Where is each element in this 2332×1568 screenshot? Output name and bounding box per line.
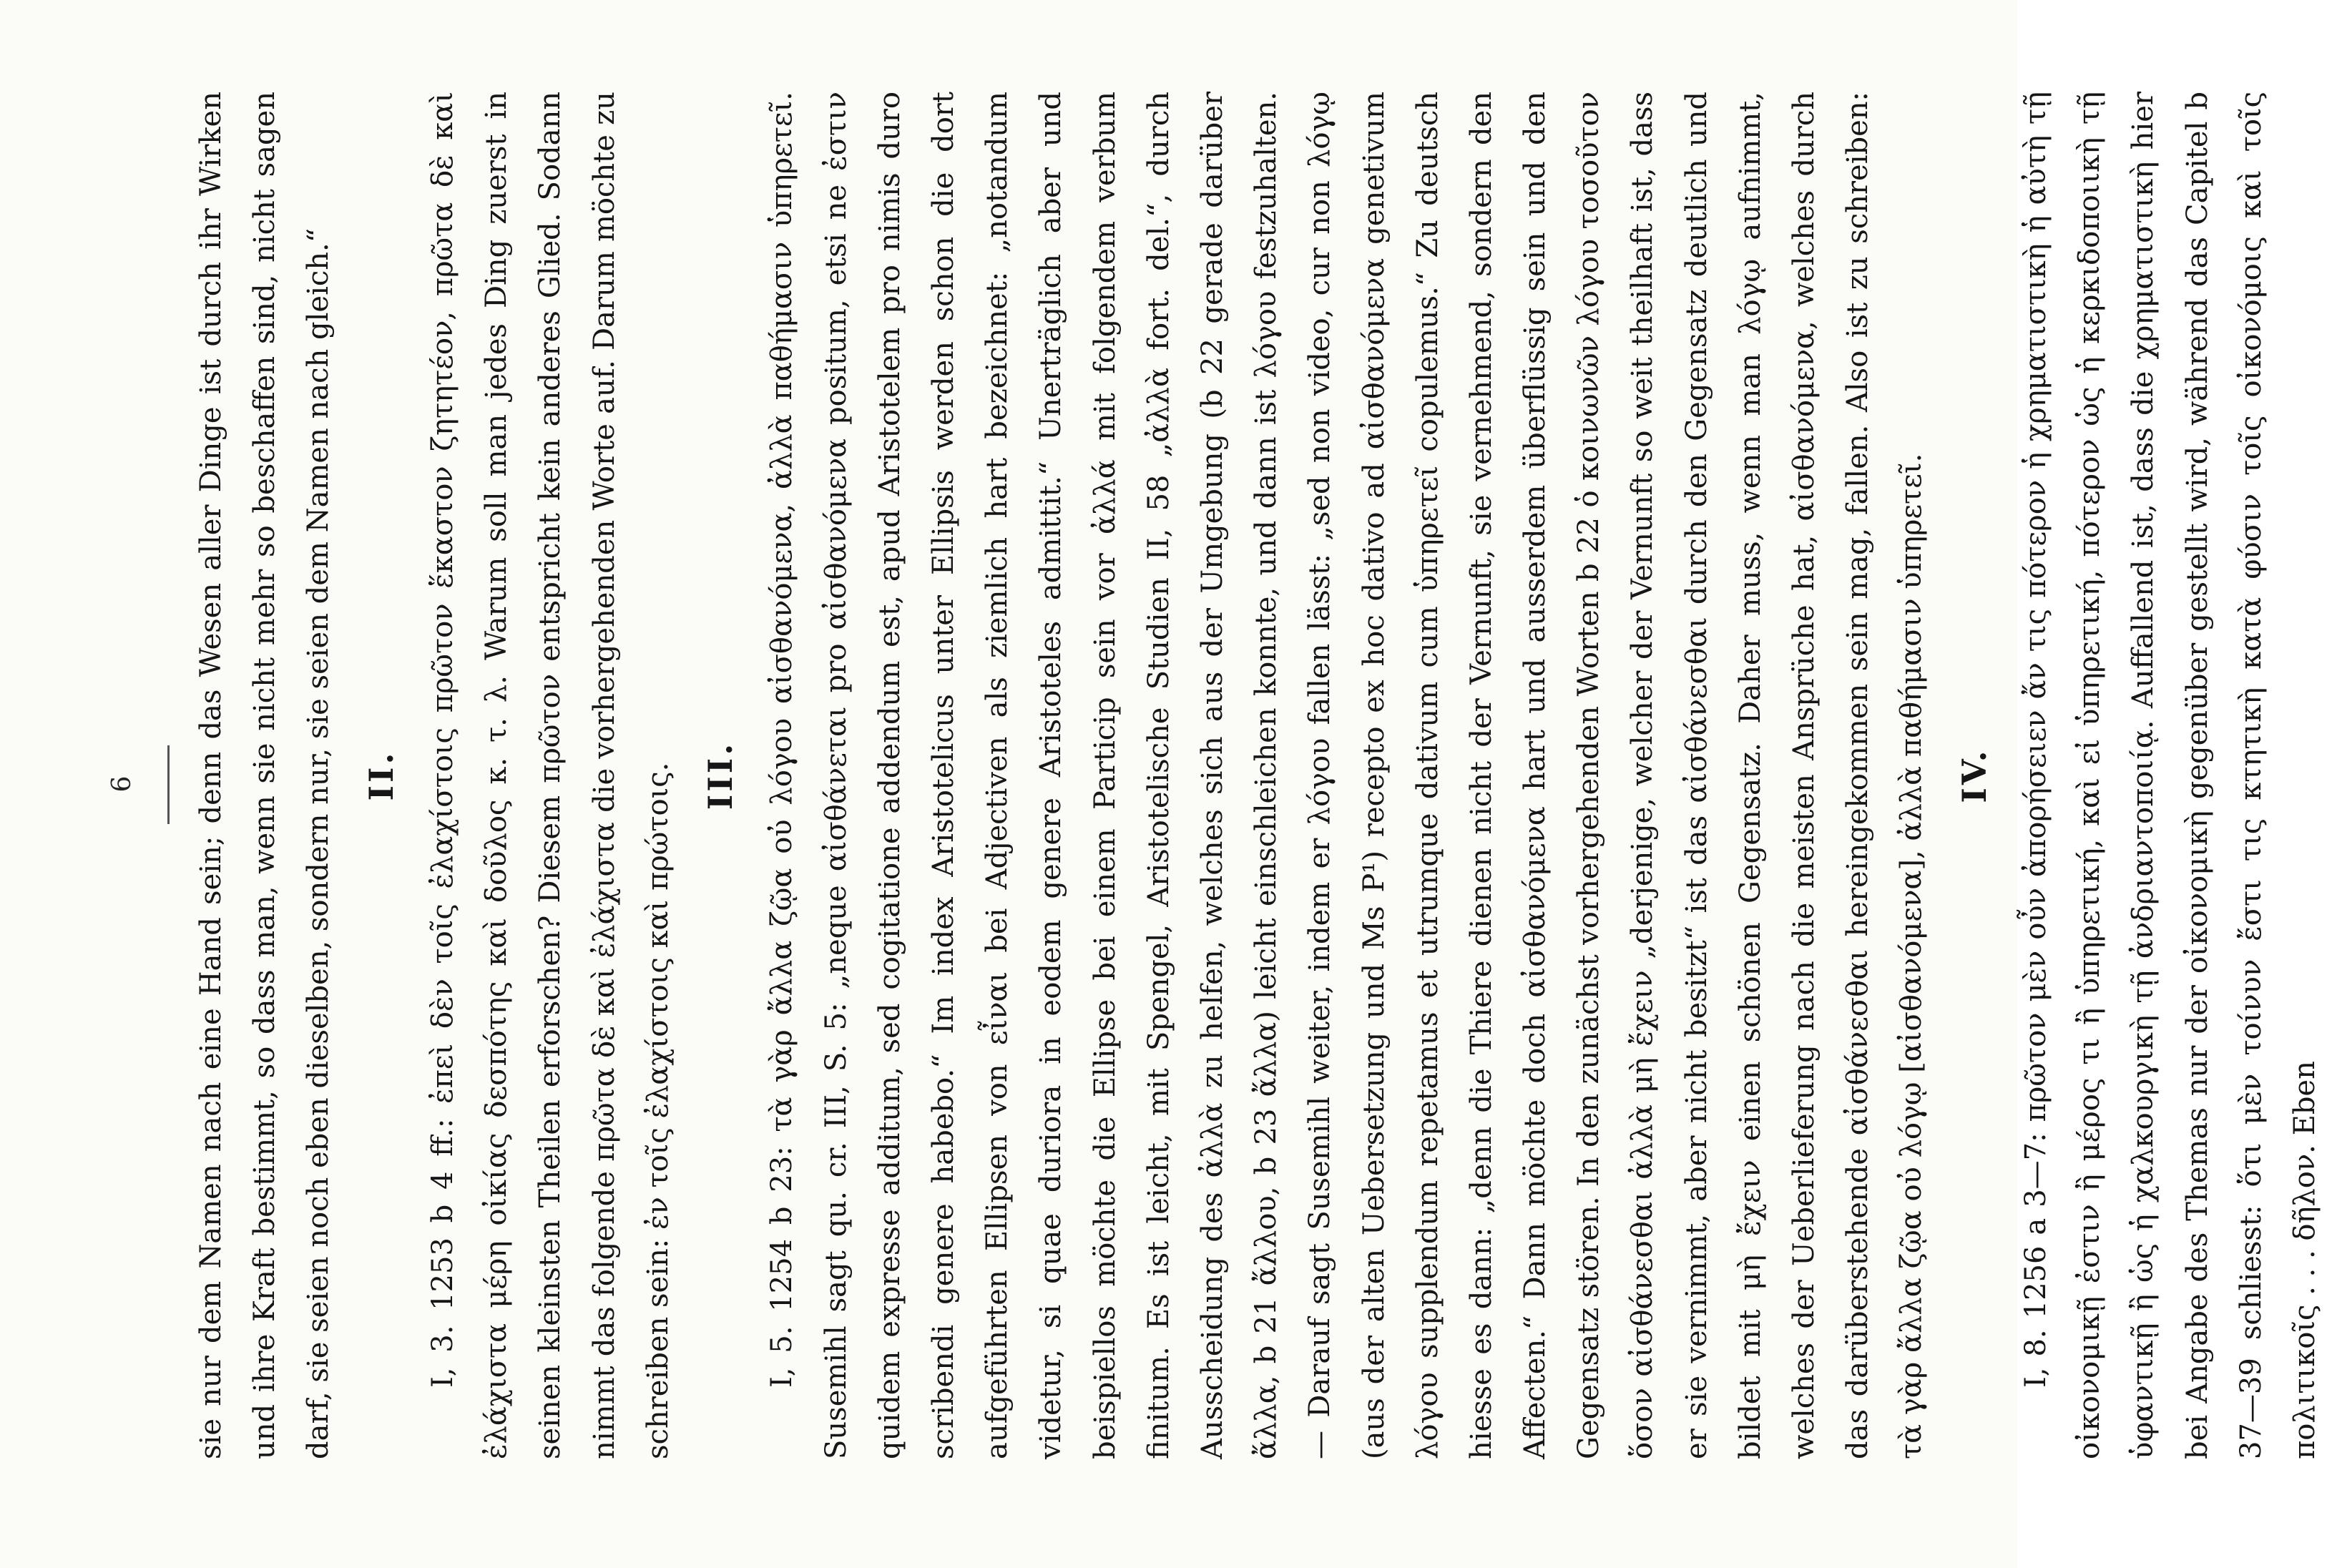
paragraph-section-ii: I, 3. 1253 b 4 ff.: ἐπεὶ δὲν τοῖς ἐλαχίστοις πρῶτον ἕκαστον ζητητέον, πρῶτα δὲ καὶ ἐλάχιστα μέρη οἰκίας δεσπότης καὶ δοῦλος κ. τ. λ. Warum soll man jedes Ding zuerst in seinen kleinsten Theilen erforschen? Diesem πρῶτον entspricht kein anderes Glied. Sodann nimmt das folgende πρῶτα δὲ καὶ ἐλάχιστα die vorhergehenden Worte auf. Darum möchte zu schreiben sein: ἐν τοῖς ἐλαχίστοις καὶ πρώτοις. [426, 92, 675, 1459]
page-number: 6 [107, 775, 137, 793]
section-heading-iv: IV. [1954, 748, 1994, 803]
section-heading-iii: III. [700, 740, 740, 810]
paragraph-section-iii: I, 5. 1254 b 23: τὰ γὰρ ἄλλα ζῷα οὐ λόγου αἰσθανόμενα, ἀλλὰ παθήμασιν ὑπηρετεῖ. Susemihl sagt qu. cr. III, S. 5: „neque αἰσθάνεται pro αἰσθανόμενα positum, etsi ne ἐστιν quidem expresse additum, sed cogitatione addendum est, apud Aristotelem pro nimis duro scribendi genere habebo.“ Im index Aristotelicus unter Ellipsis werden schon die dort aufgeführten Ellipsen von εἶναι bei Adjectiven als ziemlich hart bezeichnet: „notandum videtur, si quae duriora in eodem genere Aristoteles admittit.“ Unerträglich aber und beispiellos möchte die Ellipse bei einem Particip sein vor ἀλλά mit folgendem verbum finitum. Es ist leicht, mit Spengel, Aristotelische Studien II, 58 „ἀλλὰ fort. del.“, durch Ausscheidung des ἀλλὰ zu helfen, welches sich aus der Umgebung (b 22 gerade darüber ἄλλα, b 21 ἄλλου, b 23 ἄλλα) leicht einschleichen konnte, und dann ist λόγου festzuhalten. — Darauf sagt Susemihl weiter, indem er λόγου fallen lässt: „sed non video, cur non λόγῳ (aus der alten Uebersetzung und Ms P¹) recepto ex hoc dativo ad αἰσθανόμενα genetivum λόγου supplendum repetamus et utrumque dativum cum ὑπηρετεῖ copulemus.“ Zu deutsch hiesse es dann: „denn die Thiere dienen nicht der Vernunft, sie vernehmend, sondern den Affecten.“ Dann möchte doch αἰσθανόμενα hart und ausserdem überflüssig sein und den Gegensatz stören. In den zunächst vorhergehenden Worten b 22 ὁ κοινωνῶν λόγου τοσοῦτον ὅσον αἰσθάνεσθαι ἀλλὰ μὴ ἔχειν „derjenige, welcher der Vernunft so weit theilhaft ist, dass er sie vernimmt, aber nicht besitzt“ ist das αἰσθάνεσθαι durch den Gegensatz deutlich und bildet mit μὴ ἔχειν einen schönen Gegensatz. Daher muss, wenn man λόγῳ aufnimmt, welches der Ueberlieferung nach die meisten Ansprüche hat, αἰσθανόμενα, welches durch das darüberstehende αἰσθάνεσθαι hereingekommen sein mag, fallen. Also ist zu schreiben: τὰ γὰρ ἄλλα ζῷα οὐ λόγῳ [αἰσθανόμενα], ἀλλὰ παθήμασιν ὑπηρετεῖ. [765, 91, 1929, 1459]
paragraph-continuation: sie nur dem Namen nach eine Hand sein; denn das Wesen aller Dinge ist durch ihr Wirken und ihre Kraft bestimmt, so dass man, wenn sie nicht mehr so beschaffen sind, nicht sagen darf, sie seien noch eben dieselben, sondern nur, sie seien dem Namen nach gleich.“ [195, 92, 335, 1459]
paragraph-section-iv: I, 8. 1256 a 3—7: πρῶτον μὲν οὖν ἀπορήσειεν ἄν τις πότερον ἡ χρηματιστικὴ ἡ αὐτὴ τῇ οἰκονομικῇ ἐστιν ἢ μέρος τι ἢ ὑπηρετική, καὶ εἰ ὑπηρετική, πότερον ὡς ἡ κερκιδοποιικὴ τῇ ὑφαντικῇ ἢ ὡς ἡ χαλκουργικὴ τῇ ἀνδριαντοποιίᾳ. Auffallend ist, dass die χρηματιστικὴ hier bei Angabe des Themas nur der οἰκονομικὴ gegenüber gestellt wird, während das Capitel b 37—39 schliesst: ὅτι μὲν τοίνυν ἔστι τις κτητικὴ κατὰ φύσιν τοῖς οἰκονόμοις καὶ τοῖς πολιτικοῖς . . . δῆλον. Eben [2019, 92, 2321, 1459]
header-rule [167, 745, 170, 824]
body-text [185, 92, 2332, 1459]
section-heading-ii: II. [361, 750, 401, 801]
